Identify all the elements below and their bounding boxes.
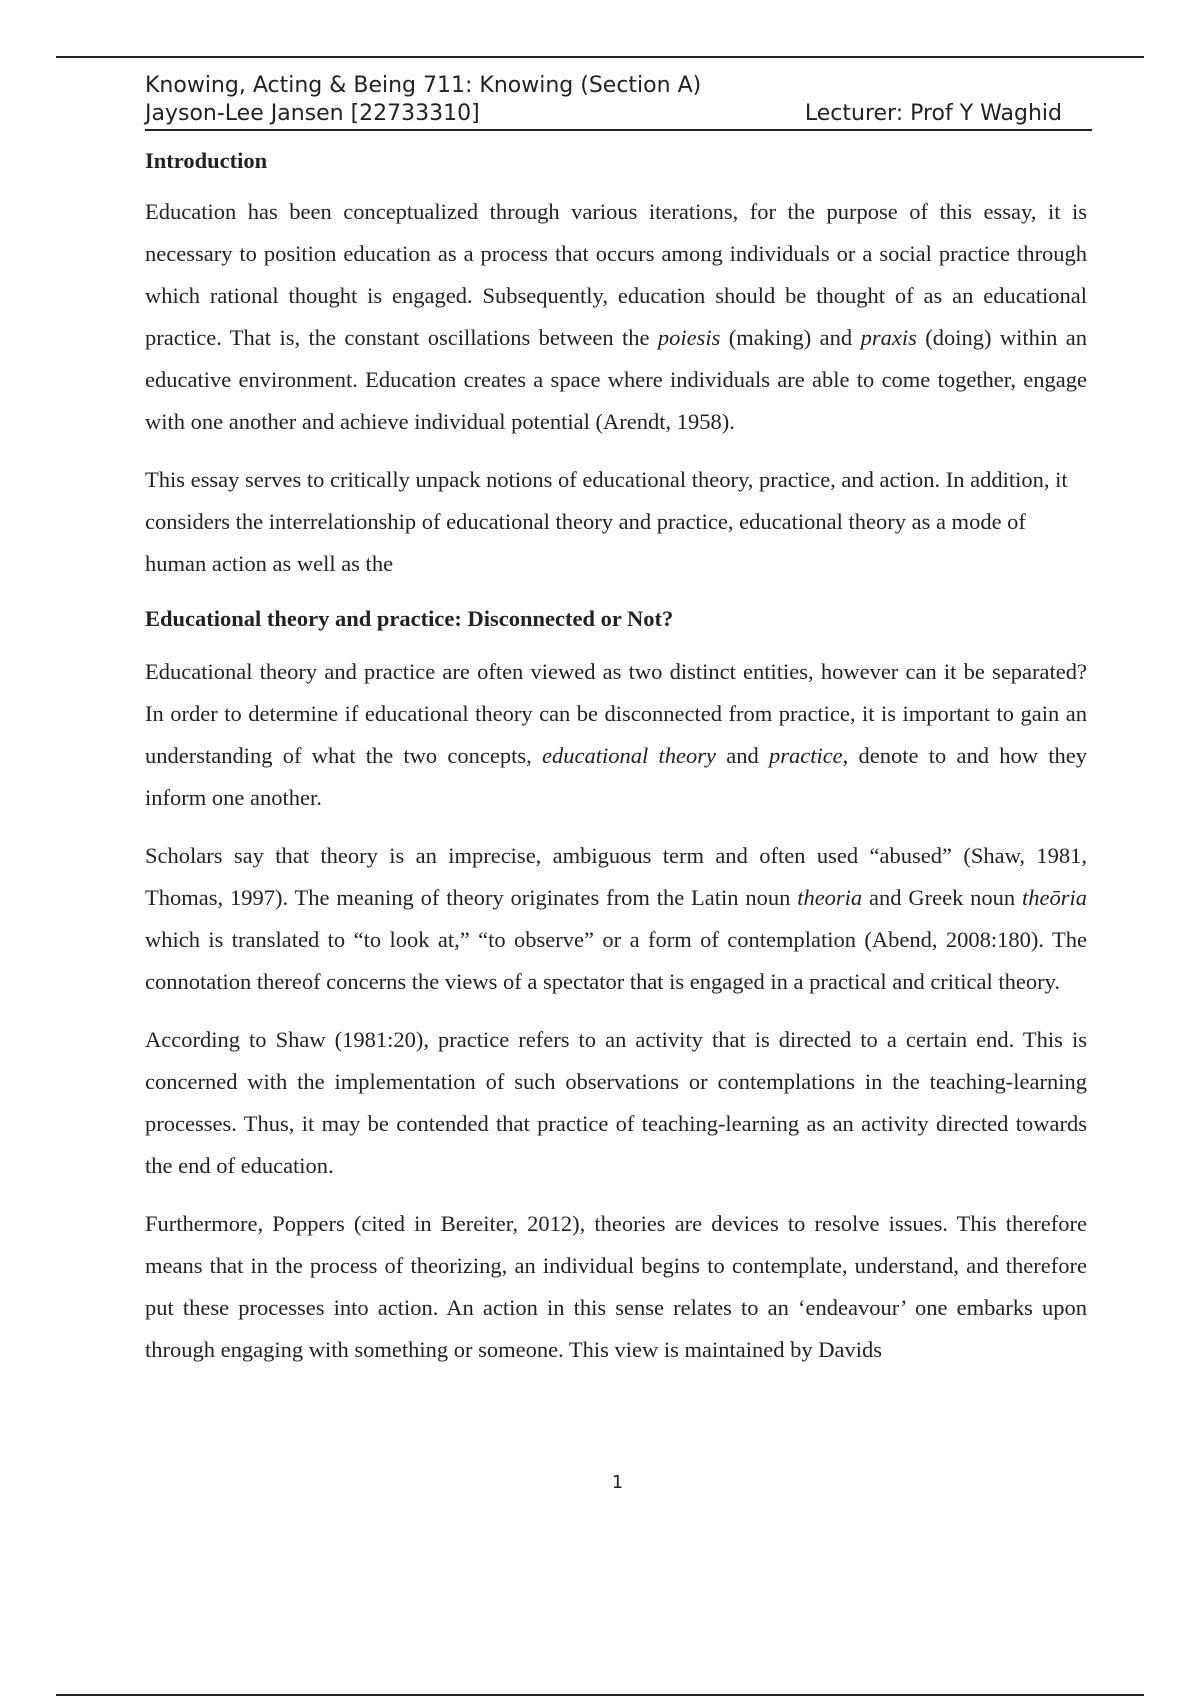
- term-praxis: praxis: [860, 325, 917, 350]
- text-span: which is translated to “to look at,” “to observe” or a form of contemplation (Abend, 2008:180). The connotation thereof concerns the views of a spectator that is engaged in a practical and critical theory.: [145, 927, 1087, 994]
- paragraph-3: [145, 651, 1087, 819]
- page-header: [145, 72, 1092, 131]
- document-body: [145, 143, 1087, 1387]
- theory-practice-heading: Educational theory and practice: Disconnected or Not?: [145, 606, 674, 631]
- term-educational-theory: educational theory: [542, 743, 716, 768]
- paragraph-1: [145, 191, 1087, 443]
- paragraph-6: Furthermore, Poppers (cited in Bereiter, 2012), theories are devices to resolve issues. This therefore means that in the process of theorizing, an individual begins to contemplate, understand, and therefore put these processes into action. An action in this sense relates to an ‘endeavour’ one embarks upon through engaging with something or someone. This view is maintained by Davids: [145, 1211, 1087, 1362]
- bottom-rule: [56, 1694, 1144, 1696]
- course-title: Knowing, Acting & Being 711: Knowing (Section A): [145, 73, 702, 98]
- term-poiesis: poiesis: [657, 325, 721, 350]
- text-span: and Greek noun: [862, 885, 1023, 910]
- text-span: Educational theory and practice are often viewed as two distinct entities, however can it be separated? In order to determine if educational theory can be disconnected from practice, it is important to gain an understanding of what the two concepts,: [145, 659, 1087, 768]
- header-row: [145, 100, 1092, 131]
- paragraph-2: This essay serves to critically unpack notions of educational theory, practice, and action. In addition, it considers the interrelationship of educational theory and practice, educational theory as a mode of human action as well as the: [145, 467, 1068, 576]
- paragraph-5: According to Shaw (1981:20), practice refers to an activity that is directed to a certain end. This is concerned with the implementation of such observations or contemplations in the teaching-learning processes. Thus, it may be contended that practice of teaching-learning as an activity directed towards the end of education.: [145, 1027, 1087, 1178]
- text-span: Scholars say that theory is an imprecise, ambiguous term and often used “abused” (Shaw, 1981, Thomas, 1997). The meaning of theory originates from the Latin noun: [145, 843, 1087, 910]
- text-span: (doing) within an educative environment. Education creates a space where individuals are able to come together, engage with one another and achieve individual potential (Arendt, 1958).: [145, 325, 1088, 434]
- lecturer-name: Lecturer: Prof Y Waghid: [804, 101, 1062, 126]
- page-number: 1: [611, 1472, 624, 1493]
- text-span: Education has been conceptualized through various iterations, for the purpose of this essay, it is necessary to position education as a process that occurs among individuals or a social practice through which rational thought is engaged. Subsequently, education should be thought of as an educational practice. That is, the constant oscillations between the: [145, 199, 1087, 350]
- text-span: (making) and: [720, 325, 861, 350]
- term-practice: practice: [768, 743, 843, 768]
- top-rule: [56, 56, 1144, 58]
- text-span: , denote to and how they inform one another.: [145, 743, 1087, 810]
- term-theoria-greek: theōria: [1022, 885, 1088, 910]
- student-name: Jayson-Lee Jansen [22733310]: [145, 101, 480, 126]
- term-theoria: theoria: [797, 885, 863, 910]
- text-span: and: [715, 743, 769, 768]
- introduction-heading: Introduction: [145, 148, 268, 173]
- paragraph-4: [145, 835, 1087, 1003]
